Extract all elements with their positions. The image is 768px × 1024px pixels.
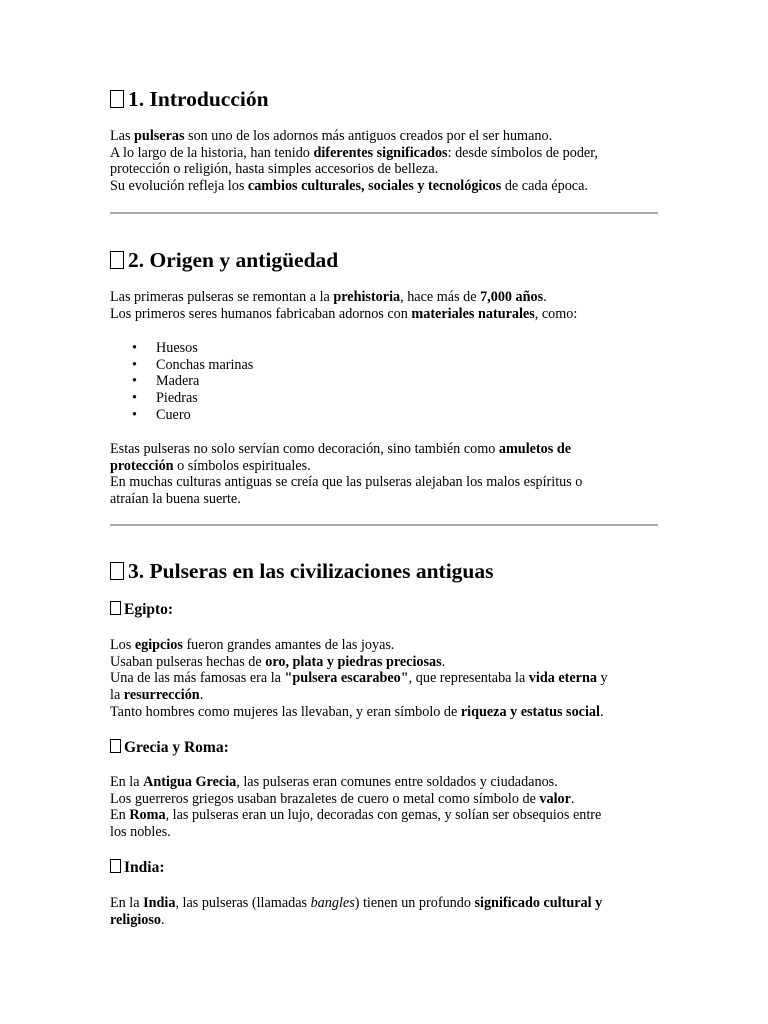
paragraph-line: A lo largo de la historia, han tenido diferentes significados: desde símbolos de poder, <box>110 144 598 161</box>
section-origin-intro <box>110 289 658 322</box>
paragraph-line: atraían la buena suerte. <box>110 491 241 508</box>
missing-glyph-icon <box>110 739 121 753</box>
section-heading-civilizaciones: 3. Pulseras en las civilizaciones antiguas <box>110 558 658 584</box>
section-origin-closing <box>110 441 658 508</box>
paragraph-line: Los egipcios fueron grandes amantes de las joyas. <box>110 637 395 653</box>
paragraph-line: En la Antigua Grecia, las pulseras eran comunes entre soldados y ciudadanos. <box>110 774 558 790</box>
materials-list <box>110 340 658 424</box>
paragraph-line: En muchas culturas antiguas se creía que las pulseras alejaban los malos espíritus o <box>110 474 583 491</box>
horizontal-rule <box>110 524 658 526</box>
subheading-egipto: Egipto: <box>110 600 658 620</box>
subheading-india: India: <box>110 858 658 878</box>
missing-glyph-icon <box>110 859 121 873</box>
paragraph-line: En la India, las pulseras (llamadas bangles) tienen un profundo significado cultural y <box>110 895 603 911</box>
list-item: • Cuero <box>132 406 191 423</box>
paragraph-line: Los guerreros griegos usaban brazaletes de cuero o metal como símbolo de valor. <box>110 790 575 807</box>
section-intro-body <box>110 128 658 195</box>
paragraph-line: religioso. <box>110 911 165 928</box>
paragraph-line: Los primeros seres humanos fabricaban adornos con materiales naturales, como: <box>110 305 578 322</box>
paragraph-line: Estas pulseras no solo servían como decoración, sino también como amuletos de <box>110 441 572 457</box>
paragraph-line: los nobles. <box>110 824 171 841</box>
paragraph-line: la resurrección. <box>110 687 204 704</box>
paragraph-line: Una de las más famosas era la "pulsera escarabeo", que representaba la vida eterna y <box>110 670 608 687</box>
horizontal-rule <box>110 212 658 214</box>
paragraph-line: protección o símbolos espirituales. <box>110 457 311 474</box>
paragraph-line: En Roma, las pulseras eran un lujo, decoradas con gemas, y solían ser obsequios entre <box>110 807 602 824</box>
missing-glyph-icon <box>110 90 124 108</box>
list-item: • Madera <box>132 373 200 390</box>
list-item: • Piedras <box>132 390 198 407</box>
missing-glyph-icon <box>110 601 121 615</box>
paragraph-line: Usaban pulseras hechas de oro, plata y piedras preciosas. <box>110 653 446 670</box>
list-item: • Huesos <box>132 340 198 356</box>
section-heading-origen: 2. Origen y antigüedad <box>110 247 658 273</box>
paragraph-line: Su evolución refleja los cambios culturales, sociales y tecnológicos de cada época. <box>110 178 588 195</box>
list-item: • Conchas marinas <box>132 356 254 373</box>
missing-glyph-icon <box>110 251 124 269</box>
paragraph-line: Las pulseras son uno de los adornos más antiguos creados por el ser humano. <box>110 128 553 144</box>
paragraph-line: Tanto hombres como mujeres las llevaban, y eran símbolo de riqueza y estatus social. <box>110 703 604 720</box>
india-body <box>110 895 658 928</box>
paragraph-line: Las primeras pulseras se remontan a la prehistoria, hace más de 7,000 años. <box>110 289 547 305</box>
egypt-body <box>110 637 658 721</box>
missing-glyph-icon <box>110 562 124 580</box>
section-heading-introduccion: 1. Introducción <box>110 86 658 112</box>
paragraph-line: protección o religión, hasta simples accesorios de belleza. <box>110 161 439 178</box>
subheading-grecia-roma: Grecia y Roma: <box>110 738 658 758</box>
greece-rome-body <box>110 774 658 841</box>
